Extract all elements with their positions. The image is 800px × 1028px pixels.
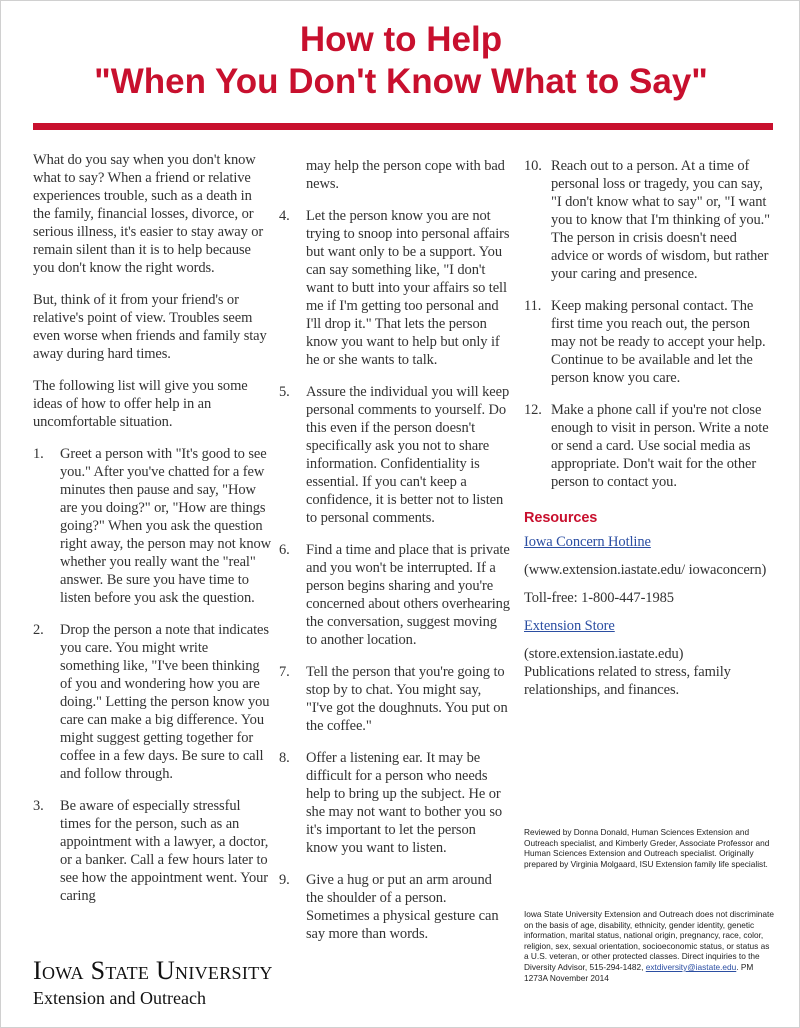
list-item bbox=[279, 207, 511, 369]
list-item bbox=[33, 445, 271, 607]
list-number: 8. bbox=[279, 750, 290, 766]
list-number: 10. bbox=[524, 158, 542, 174]
list-text: Find a time and place that is private and you won't be interrupted. If a person begins sharing and you're concerned about others overhearing the conversation, suggest moving to another location. bbox=[306, 542, 510, 648]
list-number: 9. bbox=[279, 872, 290, 888]
column-3 bbox=[524, 157, 774, 699]
list-item bbox=[279, 383, 511, 527]
resources-heading: Resources bbox=[524, 510, 598, 526]
publication-number: . PM 1273A November 2014 bbox=[524, 961, 754, 983]
title-line-1: How to Help bbox=[299, 20, 503, 59]
logo-extension-name: Extension and Outreach bbox=[33, 988, 206, 1008]
iowa-concern-url: (www.extension.iastate.edu/ iowaconcern) bbox=[524, 562, 767, 578]
list-text: Drop the person a note that indicates you care. You might write something like, "I've been thinking of you and wondering how you are doing." Letting the person know you care can make a big difference. You might suggest getting together for coffee in a few days. Be sure to call and follow through. bbox=[60, 622, 270, 782]
list-text: Keep making personal contact. The first time you reach out, the person may not be ready to accept your help. Continue to be available and let the person know you care. bbox=[551, 298, 766, 386]
diversity-email-link[interactable]: extdiversity@iastate.edu bbox=[645, 961, 737, 972]
title-line-2: "When You Don't Know What to Say" bbox=[94, 62, 708, 101]
list-item bbox=[279, 871, 511, 943]
page-title bbox=[1, 19, 800, 103]
list-item bbox=[279, 749, 511, 857]
list-number: 3. bbox=[33, 798, 44, 814]
title-divider bbox=[33, 123, 773, 130]
nondiscrimination-text: Iowa State University Extension and Outreach does not discriminate on the basis of age, disability, ethnicity, gender identity, genetic information, marital status, national origin, pregnancy, race, color, religion, sex, sexual orientation, socioeconomic status, or status as a U.S. veteran, or other protected classes. Direct inquiries to the Diversity Advisor, 515-294-1482, bbox=[524, 909, 774, 972]
list-text: may help the person cope with bad news. bbox=[306, 158, 505, 192]
iowa-concern-hotline-link[interactable]: Iowa Concern Hotline bbox=[524, 534, 651, 550]
list-item-continued bbox=[279, 157, 511, 193]
column-2 bbox=[279, 157, 511, 957]
list-number: 12. bbox=[524, 402, 542, 418]
intro-paragraph: What do you say when you don't know what to say? When a friend or relative experiences trouble, such as a death in the family, financial losses, divorce, or serious illness, it's easier to stay away or remain silent than it is to help because you don't know the right words. bbox=[33, 152, 264, 276]
intro-paragraph: The following list will give you some ideas of how to offer help in an uncomfortable situation. bbox=[33, 378, 248, 430]
list-text: Let the person know you are not trying to snoop into personal affairs but want only to be a support. You can say something like, "I don't want to butt into your affairs so tell me if I'm getting too personal and I'll drop it." That lets the person know you want to help but only if he or she wants to talk. bbox=[306, 208, 510, 368]
column-1 bbox=[33, 151, 271, 919]
review-credits: Reviewed by Donna Donald, Human Sciences Extension and Outreach specialist, and Kimberly Greder, Associate Professor and Human Sciences Extension and Outreach specialist. Originally prepared by Virginia Molgaard, ISU Extension family life specialist. bbox=[524, 827, 770, 869]
list-item bbox=[33, 797, 271, 905]
extension-store-link[interactable]: Extension Store bbox=[524, 618, 615, 634]
list-text: Greet a person with "It's good to see you." After you've chatted for a few minutes then pause and say, "How are you doing?" or, "How are things going?" When you ask the question right away, the person may not know whether you really want the "real" answer. Be sure you have time to listen before you ask the question. bbox=[60, 446, 271, 606]
list-number: 6. bbox=[279, 542, 290, 558]
list-item bbox=[279, 541, 511, 649]
list-text: Make a phone call if you're not close enough to visit in person. Write a note or send a card. Use social media as appropriate. Don't wait for the other person to contact you. bbox=[551, 402, 769, 490]
list-text: Reach out to a person. At a time of personal loss or tragedy, you can say, "I don't know what to say" or, "I want you to know that I'm thinking of you." The person in crisis doesn't need advice or words of wisdom, but rather your caring and presence. bbox=[551, 158, 770, 282]
list-item bbox=[524, 297, 774, 387]
list-number: 1. bbox=[33, 446, 44, 462]
list-item bbox=[279, 663, 511, 735]
list-text: Tell the person that you're going to stop by to chat. You might say, "I've got the doughnuts. You put on the coffee." bbox=[306, 664, 508, 734]
resources-description: Publications related to stress, family relationships, and finances. bbox=[524, 664, 731, 698]
list-number: 5. bbox=[279, 384, 290, 400]
logo-university-name: Iowa State University bbox=[33, 956, 273, 985]
list-number: 7. bbox=[279, 664, 290, 680]
isu-logo bbox=[33, 957, 273, 1009]
list-text: Be aware of especially stressful times for the person, such as an appointment with a lawyer, a doctor, or a banker. Call a few hours later to see how the appointment went. Your caring bbox=[60, 798, 269, 904]
list-item bbox=[524, 157, 774, 283]
list-text: Offer a listening ear. It may be difficult for a person who needs help to bring up the subject. He or she may not want to bother you so it's important to let the person know you want to listen. bbox=[306, 750, 503, 856]
intro-paragraph: But, think of it from your friend's or relative's point of view. Troubles seem even worse when friends and family stay away during hard times. bbox=[33, 292, 267, 362]
list-item bbox=[524, 401, 774, 491]
nondiscrimination-statement bbox=[524, 909, 774, 983]
list-item bbox=[33, 621, 271, 783]
toll-free-number: Toll-free: 1-800-447-1985 bbox=[524, 590, 674, 606]
list-text: Give a hug or put an arm around the shoulder of a person. Sometimes a physical gesture can say more than words. bbox=[306, 872, 499, 942]
list-number: 2. bbox=[33, 622, 44, 638]
list-number: 11. bbox=[524, 298, 542, 314]
list-text: Assure the individual you will keep personal comments to yourself. Do this even if the person doesn't specifically ask you not to share information. Confidentiality is essential. If you can't keep a confidence, it is better not to listen to personal comments. bbox=[306, 384, 510, 526]
extension-store-url: (store.extension.iastate.edu) bbox=[524, 646, 684, 662]
list-number: 4. bbox=[279, 208, 290, 224]
